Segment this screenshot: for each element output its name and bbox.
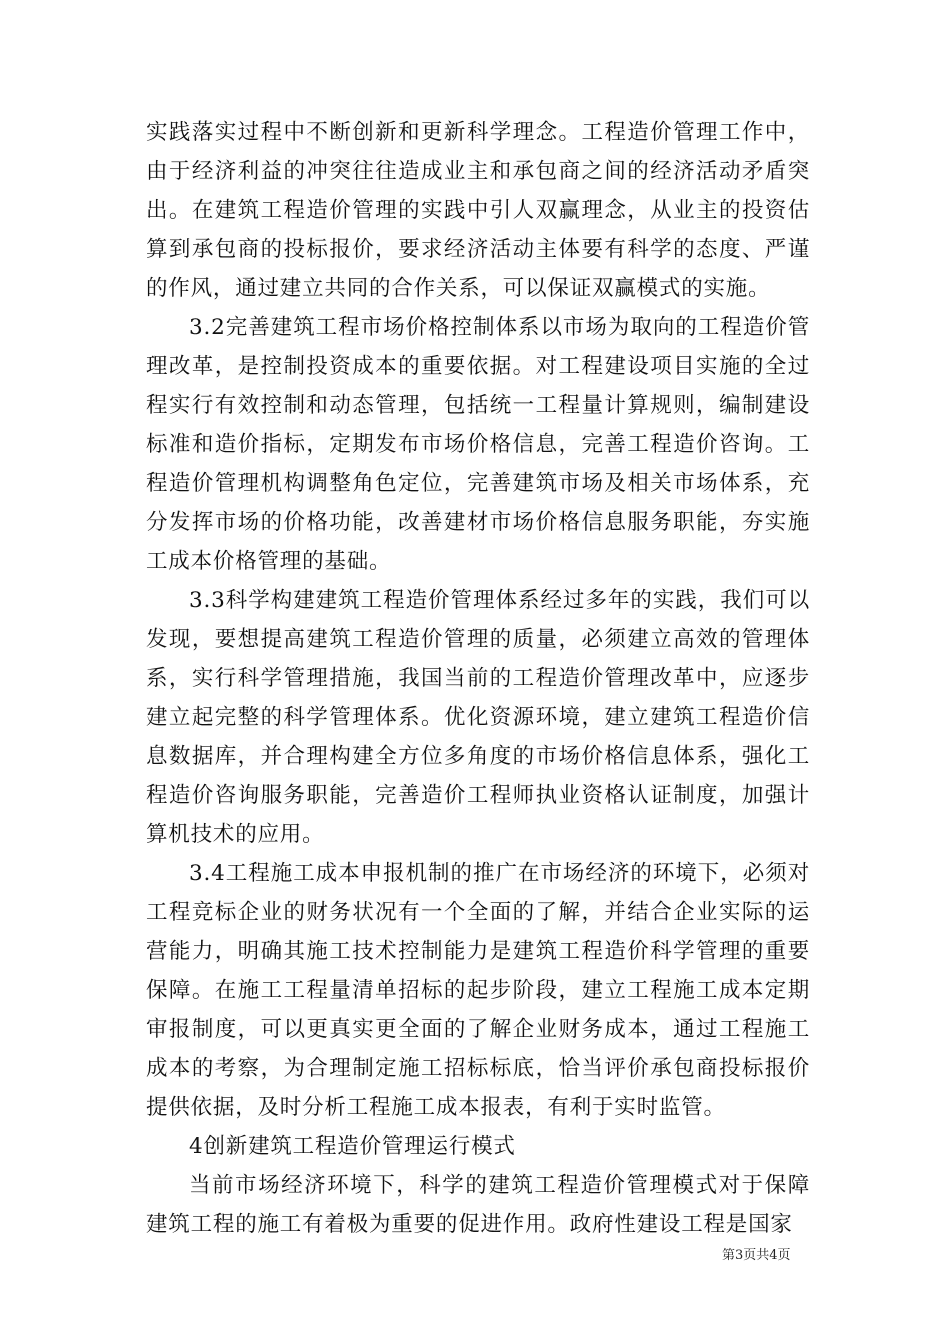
paragraph-section-4-intro: 当前市场经济环境下，科学的建筑工程造价管理模式对于保障建筑工程的施工有着极为重要的促进作用。政府性建设工程是国家 [146, 1173, 810, 1237]
page-number-footer: 第3页共4页 [722, 1248, 791, 1263]
document-body [146, 113, 810, 1244]
paragraph-section-3-3: 3.3科学构建建筑工程造价管理体系经过多年的实践，我们可以发现，要想提高建筑工程造价管理的质量，必须建立高效的管理体系，实行科学管理措施，我国当前的工程造价管理改革中，应逐步建立起完整的科学管理体系。优化资源环境，建立建筑工程造价信息数据库，并合理构建全方位多角度的市场价格信息体系，强化工程造价咨询服务职能，完善造价工程师执业资格认证制度，加强计算机技术的应用。 [146, 588, 810, 847]
paragraph-section-3-2: 3.2完善建筑工程市场价格控制体系以市场为取向的工程造价管理改革，是控制投资成本的重要依据。对工程建设项目实施的全过程实行有效控制和动态管理，包括统一工程量计算规则，编制建设标准和造价指标，定期发布市场价格信息，完善工程造价咨询。工程造价管理机构调整角色定位，完善建筑市场及相关市场体系，充分发挥市场的价格功能，改善建材市场价格信息服务职能，夯实施工成本价格管理的基础。 [146, 315, 810, 574]
section-heading-4: 4创新建筑工程造价管理运行模式 [189, 1134, 516, 1159]
paragraph-section-3-4: 3.4工程施工成本申报机制的推广在市场经济的环境下，必须对工程竞标企业的财务状况有一个全面的了解，并结合企业实际的运营能力，明确其施工技术控制能力是建筑工程造价科学管理的重要保障。在施工工程量清单招标的起步阶段，建立工程施工成本定期审报制度，可以更真实更全面的了解企业财务成本，通过工程施工成本的考察，为合理制定施工招标标底，恰当评价承包商投标报价提供依据，及时分析工程施工成本报表，有利于实时监管。 [146, 861, 810, 1120]
paragraph-continuation: 实践落实过程中不断创新和更新科学理念。工程造价管理工作中，由于经济利益的冲突往往造成业主和承包商之间的经济活动矛盾突出。在建筑工程造价管理的实践中引人双赢理念，从业主的投资估算到承包商的投标报价，要求经济活动主体要有科学的态度、严谨的作风，通过建立共同的合作关系，可以保证双赢模式的实施。 [146, 120, 810, 301]
